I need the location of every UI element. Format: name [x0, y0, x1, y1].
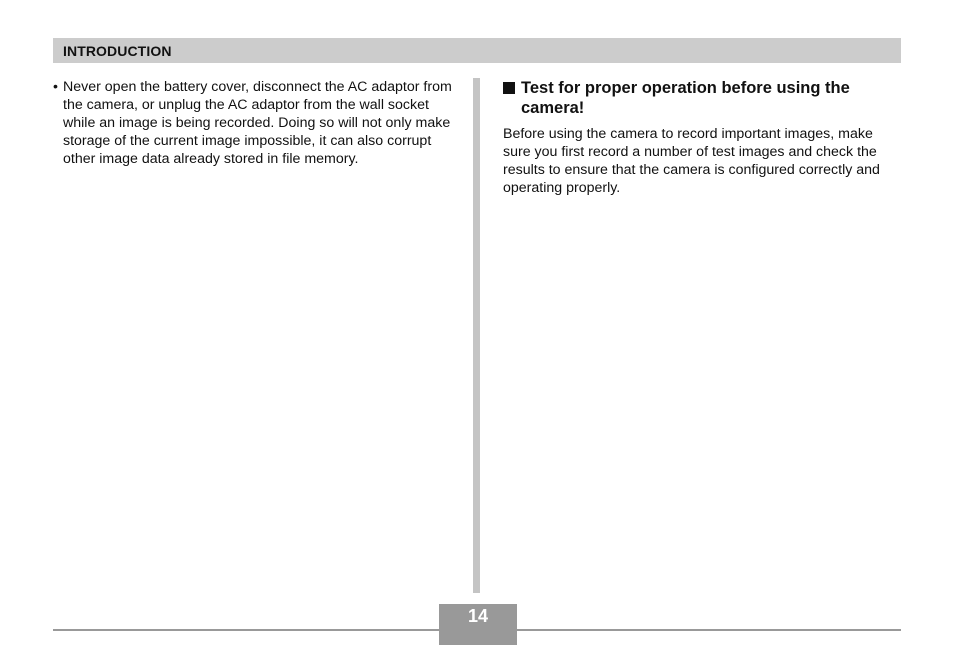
page-number-tab: [439, 631, 517, 645]
page-number: [439, 604, 517, 629]
subheading-text: Test for proper operation before using the camera!: [521, 79, 850, 117]
left-column: [53, 78, 458, 168]
right-column: [503, 78, 903, 197]
black-square-icon: [503, 82, 515, 94]
page-number-text: 14: [467, 606, 489, 626]
bullet-icon: •: [53, 79, 58, 95]
bullet-text: Never open the battery cover, disconnect the AC adaptor from the camera, or unplug the AC adaptor from the wall socket while an image is being recorded. Doing so will not only make storage of the current image impossible, it can also corrupt other image data already stored in file memory.: [63, 79, 452, 167]
subheading: [503, 78, 903, 118]
list-item: [53, 78, 458, 168]
column-divider: [473, 78, 480, 593]
section-title: INTRODUCTION: [63, 42, 172, 59]
section-header: [53, 38, 901, 63]
body-paragraph: Before using the camera to record important images, make sure you first record a number of test images and check the results to ensure that the camera is configured correctly and operating properly.: [503, 126, 880, 196]
